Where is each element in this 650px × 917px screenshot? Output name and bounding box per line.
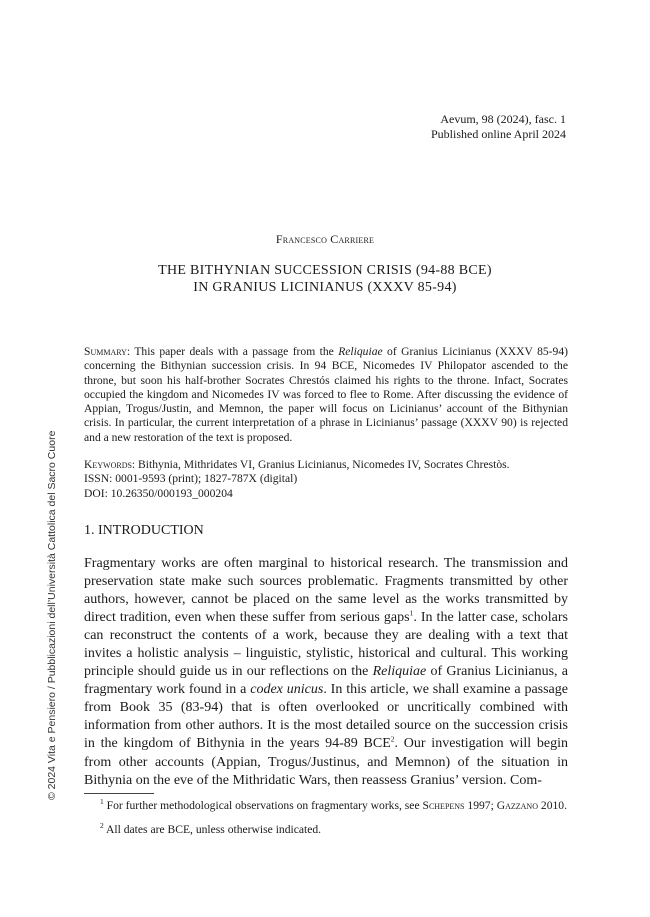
footnote-2-text: All dates are BCE, unless otherwise indicated. [103,823,322,836]
body-text-1: Fragmentary works are often marginal to historical research. The transmission and preservation state make such sources problematic. Fragments transmitted by other authors, however, cannot be placed on the same level as the works transmitted by direct tradition, even when these suffer from serious gaps [84,556,568,626]
keywords-block [84,458,568,501]
doi: DOI: 10.26350/000193_000204 [84,486,233,500]
body-text-3: of Granius Licinianus, a fragmentary work found in a [84,664,569,698]
keywords-text: Bithynia, Mithridates VI, Granius Licinianus, Nicomedes IV, Socrates Chrestòs. [135,458,510,471]
footnote-1-text: For further methodological observations on fragmentary works, see [103,799,423,812]
footnote-1-author-2: Gazzano [496,799,538,812]
journal-volume: Aevum, 98 (2024), fasc. 1 [440,112,566,126]
title-line-2: IN GRANIUS LICINIANUS (XXXV 85-94) [193,280,457,295]
footnote-1-mid: 1997; [464,799,497,812]
publication-date: Published online April 2024 [431,127,566,141]
journal-citation [431,112,566,142]
keywords-label: Keywords: [84,458,136,471]
footnote-1-author-1: Schepens [422,799,465,812]
body-text [84,555,568,790]
keywords-line [84,458,568,472]
body-text-5: . Our investigation will begin from other accounts (Appian, Trogus/Justinus, and Memnon) of the situation in Bithynia on the eve of the Mithridatic Wars, then reassess Granius’ version. Com- [84,736,569,788]
footnote-2-mark: 2 [100,821,104,831]
body-codex-unicus: codex unicus [250,682,324,698]
section-heading: 1. INTRODUCTION [84,523,204,538]
paper-title [0,262,650,296]
footnote-ref-1[interactable]: 1 [409,608,414,618]
body-text-2: . In the latter case, scholars can reconstruct the contents of a work, because they are dealing with a text that invites a holistic analysis – linguistic, stylistic, historical and cultural. This working principle should guide us in our reflections on the [84,610,568,680]
footnote-ref-2[interactable]: 2 [390,734,395,744]
abstract-text-1: This paper deals with a passage from the [130,345,339,358]
issn: ISSN: 0001-9593 (print); 1827-787X (digital) [84,472,298,486]
footnote-divider [84,793,154,794]
author-name: Francesco Carriere [275,232,375,246]
abstract-reliquiae: Reliquiae [338,345,383,358]
footnote-2 [84,823,568,837]
footnote-1-end: 2010. [538,799,567,812]
abstract-label: Summary: [84,345,131,358]
body-reliquiae: Reliquiae [372,664,427,680]
abstract-text-2: of Granius Licinianus (XXXV 85-94) concerning the Bithynian succession crisis. In 94 BCE, Nicomedes IV Philopator ascended to the throne, but soon his half-brother Socrates Chrestós claimed his rights to the throne. Infact, Socrates occupied the kingdom and Nicomedes IV was forced to flee to Rome. After discussing the evidence of Appian, Trogus/Justin, and Memnon, the paper will focus on Licinianus’ account of the Bithynian crisis. In particular, the current interpretation of a phrase in Licinianus’ passage (XXXV 90) is rejected and a new restoration of the text is proposed. [84,345,568,444]
title-line-1: THE BITHYNIAN SUCCESSION CRISIS (94-88 BCE) [158,263,492,278]
footnote-1-mark: 1 [100,797,104,807]
body-text-4: . In this article, we shall examine a passage from Book 35 (83-94) that is often overlooked or uncritically combined with information from other authors. It is the most detailed source on the succession crisis in the kingdom of Bithynia in the years 94-89 BCE [84,682,568,752]
copyright-sidebar: © 2024 Vita e Pensiero / Pubblicazioni dell’Università Cattolica del Sacro Cuore [46,430,58,800]
footnote-1 [84,799,568,813]
abstract [84,345,568,445]
